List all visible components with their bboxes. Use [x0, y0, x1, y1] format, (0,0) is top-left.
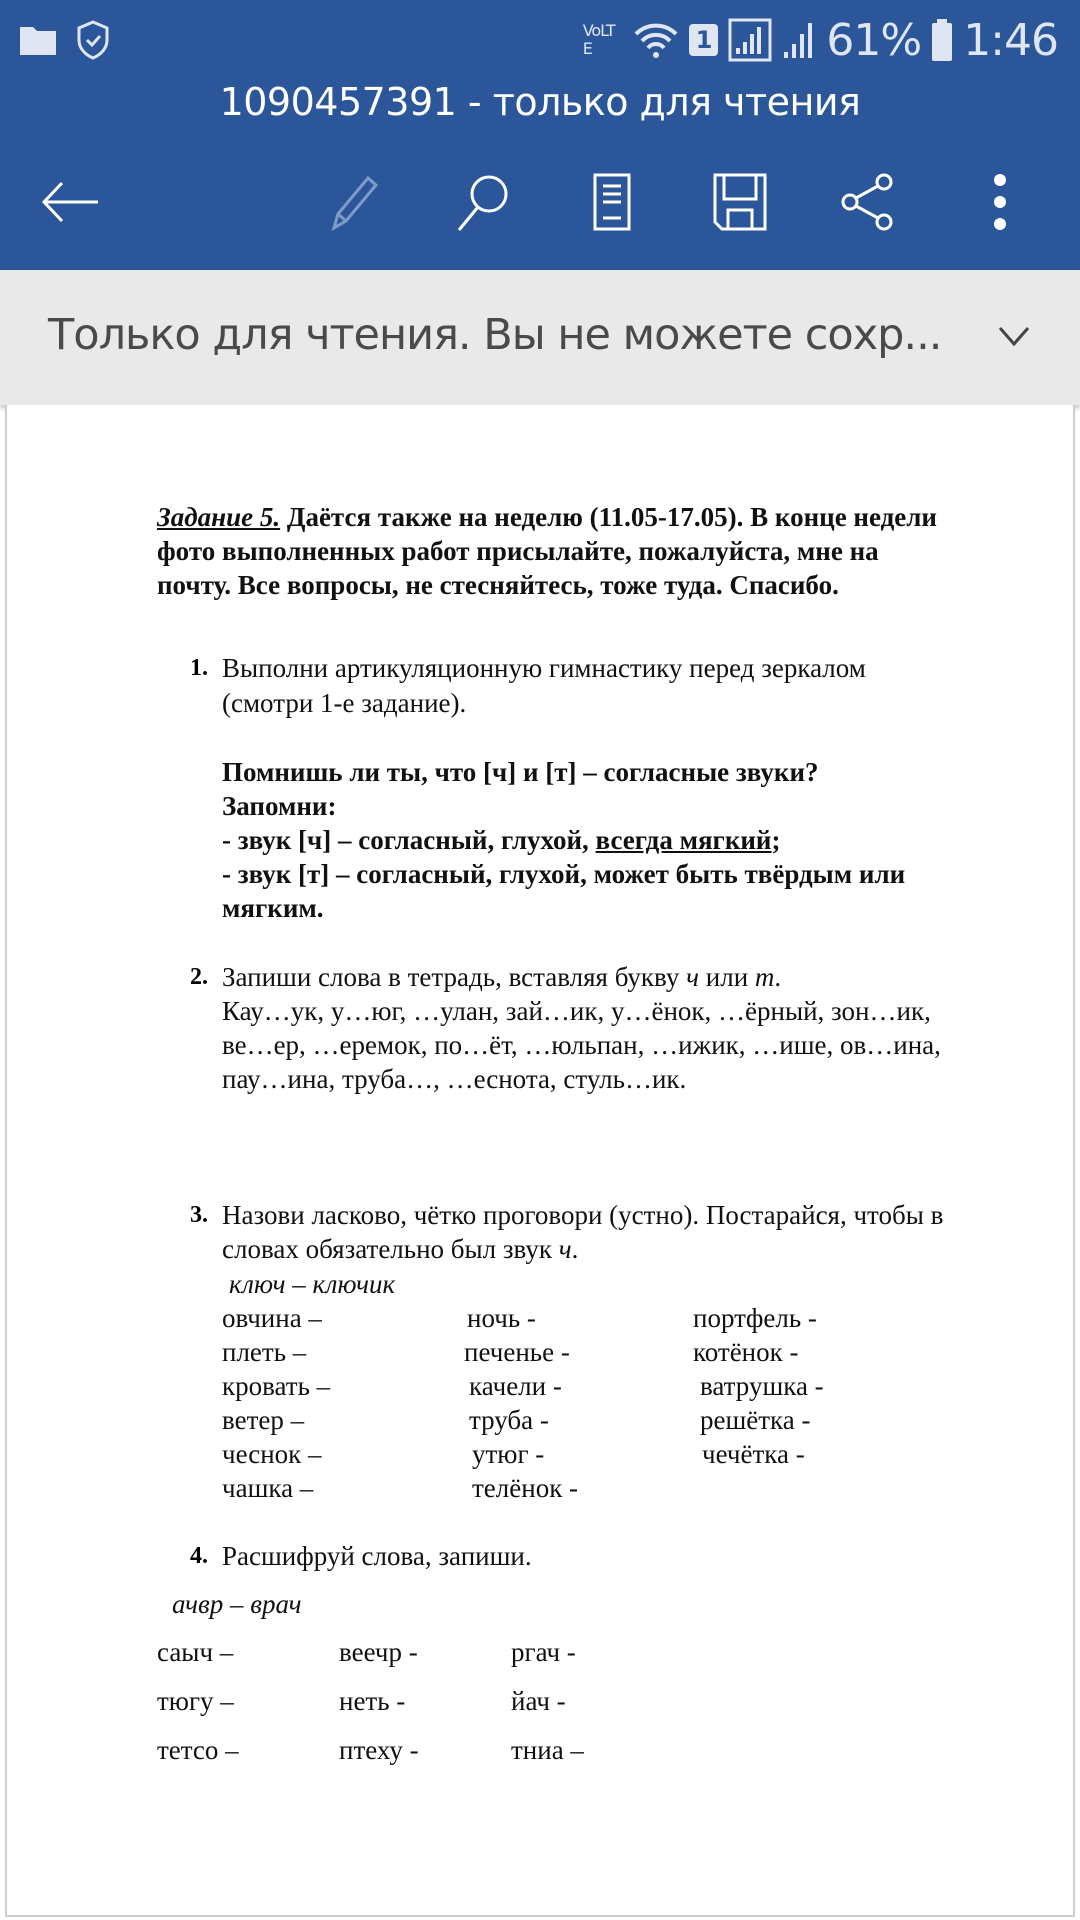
volte-icon: VoLTE: [582, 21, 615, 58]
scrambled-word: веечр -: [339, 1637, 418, 1667]
sim-badge: 1: [689, 24, 719, 56]
word-item: плеть –: [222, 1337, 307, 1367]
battery-percent: 61%: [826, 14, 922, 66]
item1-line: Выполни артикуляционную гимнастику перед зеркалом: [222, 653, 866, 683]
rule-t: мягким.: [222, 893, 324, 923]
share-icon: [840, 172, 896, 232]
item4-example: ачвр – врач: [172, 1589, 302, 1619]
intro-line: почту. Все вопросы, не стесняйтесь, тоже туда. Спасибо.: [157, 570, 839, 600]
t: .: [774, 962, 782, 992]
signal-icon-2: [782, 18, 816, 62]
infobar-message: Только для чтения. Вы не можете сохр...: [48, 310, 942, 360]
item2-heading: [222, 960, 781, 994]
document-title: 1090457391 - только для чтения: [219, 80, 861, 124]
item1-bold: Запомни:: [222, 791, 337, 821]
t: ч: [686, 962, 700, 992]
wifi-icon: [633, 20, 679, 60]
word-item: чечётка -: [702, 1439, 805, 1469]
t: или: [699, 962, 755, 992]
search-icon: [453, 172, 513, 232]
status-bar-left: [18, 10, 110, 70]
word-item: качели -: [469, 1371, 562, 1401]
item-number: 2.: [190, 964, 208, 990]
word-item: овчина –: [222, 1303, 322, 1333]
reading-view-icon: [592, 172, 632, 232]
status-bar-right: [583, 10, 1058, 70]
scrambled-word: ргач -: [511, 1637, 576, 1667]
word-item: ветер –: [222, 1405, 305, 1435]
item2-line: ве…ер, …еремок, по…ёт, …юльпан, …ижик, …ише, ов…ина,: [222, 1030, 941, 1060]
word-item: котёнок -: [693, 1337, 799, 1367]
scrambled-word: тюгу –: [157, 1686, 234, 1716]
word-item: печенье -: [464, 1337, 570, 1367]
item1-bold: Помнишь ли ты, что [ч] и [т] – согласные звуки?: [222, 757, 819, 787]
share-button[interactable]: [836, 170, 900, 234]
rule-text: - звук [ч] – согласный, глухой,: [222, 825, 596, 855]
word-item: ночь -: [467, 1303, 536, 1333]
save-button[interactable]: [708, 170, 772, 234]
word-item: решётка -: [700, 1405, 811, 1435]
word-item: ватрушка -: [700, 1371, 824, 1401]
item2-line: пау…ина, труба…, …еснота, стуль…ик.: [222, 1064, 687, 1094]
read-only-infobar[interactable]: [0, 270, 1080, 405]
item3-line: Назови ласково, чётко проговори (устно). Постарайся, чтобы в: [222, 1200, 944, 1230]
intro-line: фото выполненных работ присылайте, пожалуйста, мне на: [157, 536, 879, 566]
scrambled-word: тетсо –: [157, 1735, 239, 1765]
clock: 1:46: [963, 14, 1058, 66]
t: ч: [558, 1234, 572, 1264]
signal-icon: [728, 18, 772, 62]
scrambled-word: неть -: [339, 1686, 406, 1716]
chevron-down-icon[interactable]: [996, 318, 1032, 354]
rule-end: ;: [771, 825, 781, 855]
intro-line: [157, 500, 937, 534]
item3-example: ключ – ключик: [229, 1269, 396, 1299]
reading-view-button[interactable]: [580, 170, 644, 234]
item-number: 1.: [190, 655, 208, 681]
scrambled-word: саыч –: [157, 1637, 234, 1667]
scrambled-word: йач -: [511, 1686, 566, 1716]
pencil-icon: [326, 172, 382, 232]
battery-icon: [931, 18, 953, 62]
rule-underlined: всегда мягкий: [595, 825, 772, 855]
more-options-button[interactable]: [968, 170, 1032, 234]
word-item: портфель -: [693, 1303, 817, 1333]
edit-button[interactable]: [322, 170, 386, 234]
shield-check-icon: [76, 20, 110, 60]
save-icon: [712, 172, 768, 232]
item3-line: [222, 1232, 578, 1266]
t: словах обязательно был звук: [222, 1234, 559, 1264]
word-item: утюг -: [472, 1439, 545, 1469]
folder-icon: [18, 23, 58, 57]
rule-ch: [222, 823, 781, 857]
word-item: труба -: [469, 1405, 549, 1435]
app-bar: [0, 0, 1080, 270]
t: т: [754, 962, 775, 992]
scrambled-word: птеху -: [339, 1735, 419, 1765]
scrambled-word: тниа –: [511, 1735, 584, 1765]
t: Запиши слова в тетрадь, вставляя букву: [222, 962, 687, 992]
back-button[interactable]: [38, 170, 102, 234]
intro-text: Даётся также на неделю (11.05-17.05). В конце недели: [286, 502, 937, 532]
word-item: кровать –: [222, 1371, 331, 1401]
item-number: 4.: [190, 1543, 208, 1569]
word-item: телёнок -: [472, 1473, 579, 1503]
item4-heading: Расшифруй слова, запиши.: [222, 1541, 532, 1571]
t: .: [571, 1234, 579, 1264]
rule-t: - звук [т] – согласный, глухой, может быть твёрдым или: [222, 859, 906, 889]
item1-line: (смотри 1-е задание).: [222, 688, 467, 718]
word-item: чашка –: [222, 1473, 314, 1503]
task-label: Задание 5.: [157, 502, 281, 532]
word-item: чеснок –: [222, 1439, 322, 1469]
item2-line: Кау…ук, у…юг, …улан, зай…ик, у…ёнок, …ёрный, зон…ик,: [222, 996, 931, 1026]
more-icon: [990, 172, 1010, 232]
search-button[interactable]: [451, 170, 515, 234]
item-number: 3.: [190, 1202, 208, 1228]
back-icon: [40, 177, 100, 227]
